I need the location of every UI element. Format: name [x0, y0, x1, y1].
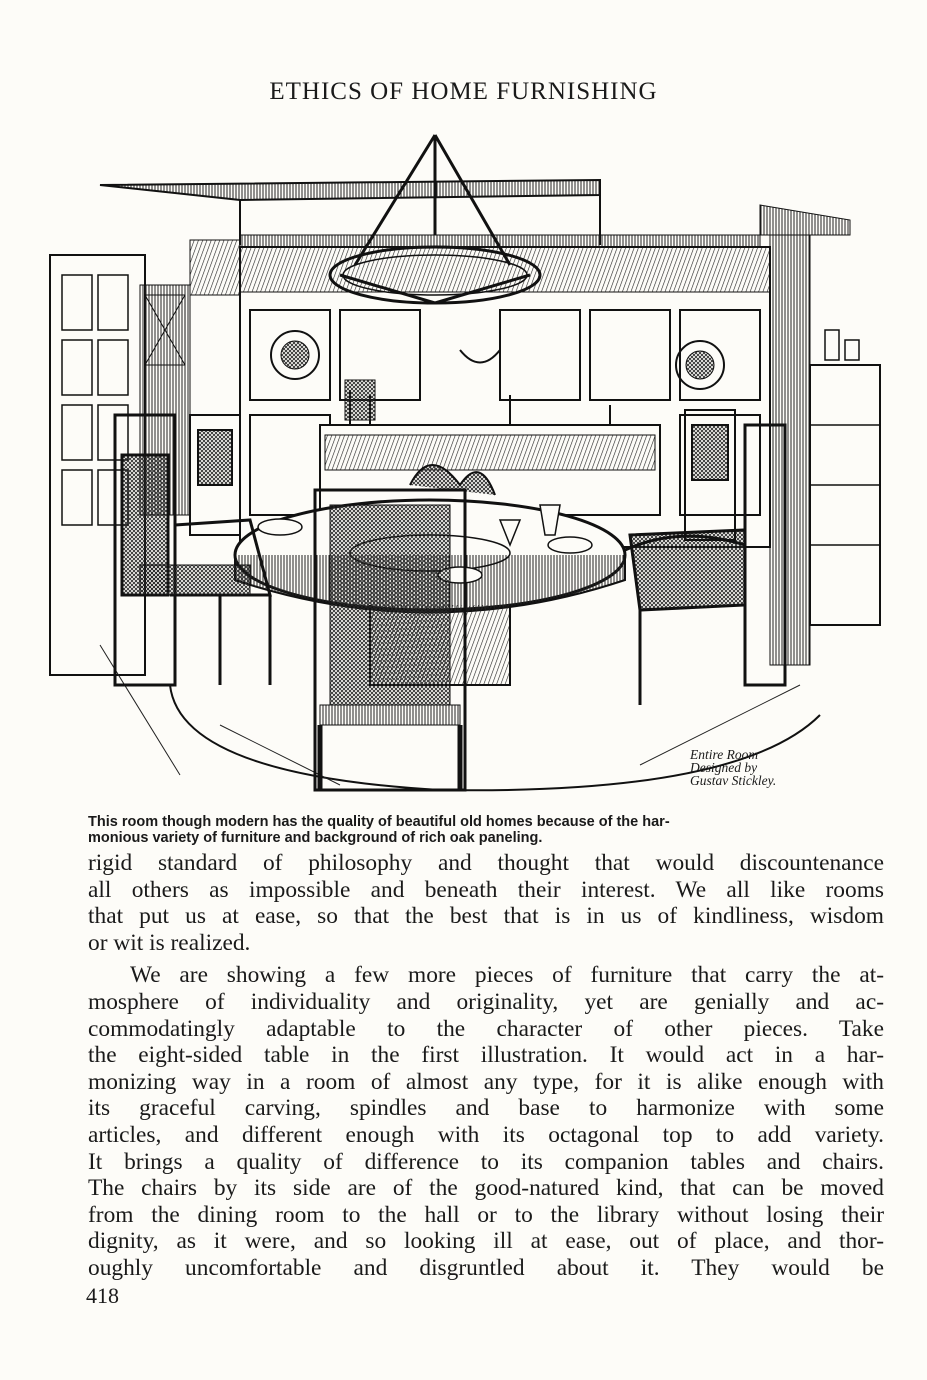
text-line: dignity, as it were, and so looking ill at ease, out of place, and thor-: [88, 1228, 884, 1255]
text-line: monizing way in a room of almost any type, for it is alike enough with: [88, 1068, 884, 1095]
text-line: or wit is realized.: [88, 929, 251, 956]
text-line: It brings a quality of difference to its companion tables and chairs.: [88, 1148, 884, 1175]
figure-caption: [88, 814, 888, 846]
dining-room-illustration: [40, 125, 890, 805]
text-line: from the dining room to the hall or to the library without losing their: [88, 1201, 884, 1228]
text-line: all others as impossible and beneath their interest. We all like rooms: [88, 876, 884, 903]
illustration-credit: [690, 748, 776, 787]
dining-room-engraving: [40, 125, 890, 805]
text-line: that put us at ease, so that the best that is in us of kindliness, wisdom: [88, 903, 884, 930]
text-line: rigid standard of philosophy and thought that would discountenance: [88, 850, 884, 876]
text-line: mosphere of individuality and originality, yet are genially and ac-: [88, 988, 884, 1015]
text-line: commodatingly adaptable to the character of other pieces. Take: [88, 1015, 884, 1042]
credit-line: Entire Room: [690, 747, 759, 762]
text-line: articles, and different enough with its octagonal top to add variety.: [88, 1121, 884, 1148]
page-number: 418: [86, 1283, 119, 1308]
credit-line: Gustav Stickley.: [690, 773, 777, 788]
body-text: [88, 850, 884, 1282]
text-line: The chairs by its side are of the good-natured kind, that can be moved: [88, 1175, 884, 1202]
caption-line: This room though modern has the quality of beautiful old homes because of the har-: [88, 814, 670, 830]
text-line: its graceful carving, spindles and base to harmonize with some: [88, 1095, 884, 1122]
credit-line: Designed by: [690, 760, 758, 775]
running-head: ETHICS OF HOME FURNISHING: [269, 78, 658, 105]
text-line: the eight-sided table in the first illustration. It would act in a har-: [88, 1042, 884, 1069]
text-line: oughly uncomfortable and disgruntled about it. They would be: [88, 1254, 884, 1281]
caption-line: monious variety of furniture and background of rich oak paneling.: [88, 830, 543, 846]
text-line: We are showing a few more pieces of furniture that carry the at-: [130, 962, 884, 989]
